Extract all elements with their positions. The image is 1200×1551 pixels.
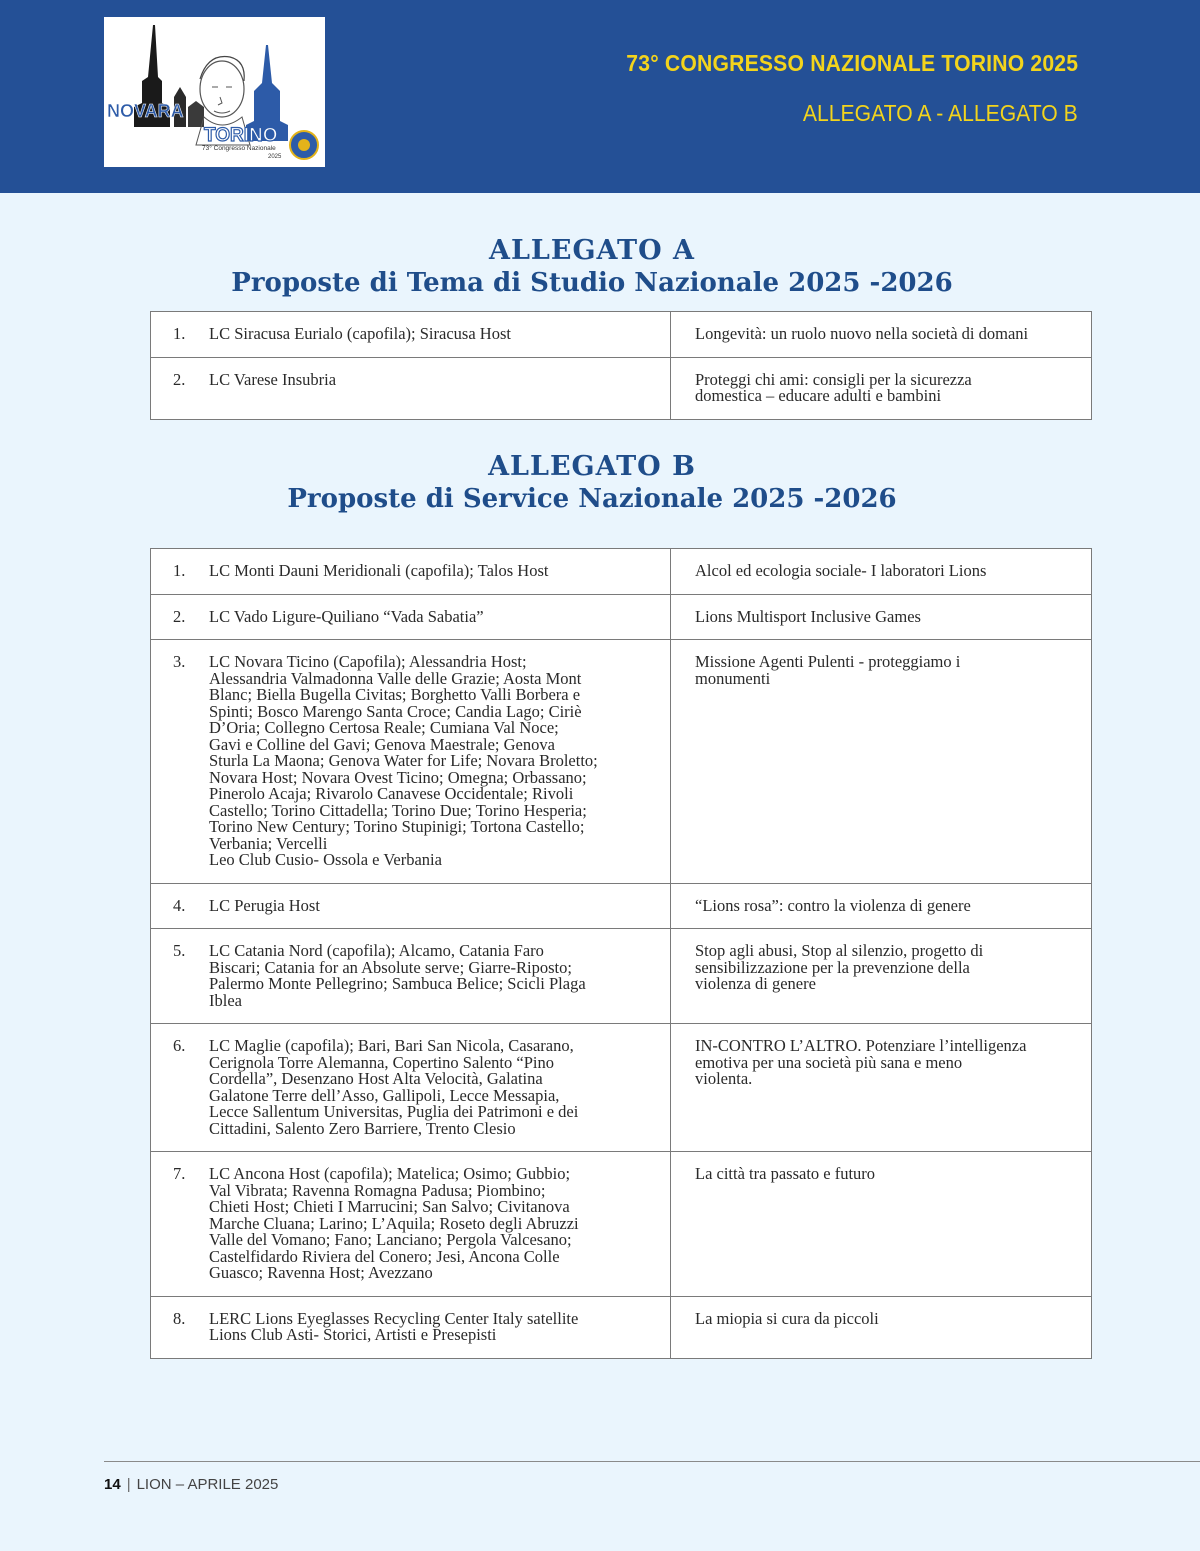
clubs-line: Castelfidardo Riviera del Conero; Jesi, Ancona Colle	[209, 1246, 560, 1266]
section-b-heading	[0, 450, 1184, 516]
row-clubs-cell	[151, 929, 671, 1024]
clubs-line: LC Novara Ticino (Capofila); Alessandria Host;	[209, 652, 527, 671]
logo-left-text: NOVARA	[107, 101, 184, 121]
clubs-line: Cittadini, Salento Zero Barriere, Trento Clesio	[209, 1118, 516, 1138]
congress-logo-graphic	[104, 17, 325, 167]
row-proposal-cell	[671, 594, 1092, 640]
clubs-line: LC Monti Dauni Meridionali (capofila); Talos Host	[209, 561, 549, 580]
clubs-line: LC Vado Ligure-Quiliano “Vada Sabatia”	[209, 606, 484, 626]
table-row	[151, 640, 1092, 884]
clubs-line: Blanc; Biella Bugella Civitas; Borghetto Valli Borbera e	[209, 685, 581, 704]
clubs-line: Valle del Vomano; Fano; Lanciano; Pergola Valcesano;	[209, 1230, 572, 1249]
proposal-line: monumenti	[695, 668, 771, 688]
row-proposal-cell	[671, 929, 1092, 1024]
row-clubs-cell	[151, 312, 671, 358]
proposal-line: Lions Multisport Inclusive Games	[695, 606, 921, 626]
proposal-line: La città tra passato e futuro	[695, 1164, 876, 1183]
row-proposal-cell	[671, 357, 1092, 419]
clubs-line: Novara Host; Novara Ovest Ticino; Omegna; Orbassano;	[209, 767, 587, 787]
clubs-line: Alessandria Valmadonna Valle delle Grazie; Aosta Mont	[209, 668, 582, 688]
page-number: 14	[104, 1476, 121, 1493]
row-clubs-text	[209, 1038, 611, 1137]
table-allegato-a	[150, 311, 1092, 420]
row-clubs-cell	[151, 1152, 671, 1297]
table-row	[151, 594, 1092, 640]
row-proposal-cell	[671, 1152, 1092, 1297]
proposal-line: Stop agli abusi, Stop al silenzio, progetto di	[695, 941, 984, 960]
table-row	[151, 312, 1092, 358]
proposal-line: violenza di genere	[695, 974, 816, 993]
table-row	[151, 883, 1092, 929]
proposal-line: emotiva per una società più sana e meno	[695, 1052, 963, 1072]
row-clubs-cell	[151, 357, 671, 419]
proposal-line: Proteggi chi ami: consigli per la sicurezza	[695, 369, 972, 389]
row-clubs-cell	[151, 549, 671, 595]
row-number: 7.	[173, 1164, 186, 1183]
clubs-line: LC Siracusa Eurialo (capofila); Siracusa Host	[209, 324, 511, 343]
table-row	[151, 1152, 1092, 1297]
header-title: 73° CONGRESSO NAZIONALE TORINO 2025	[626, 50, 1078, 76]
row-proposal-cell	[671, 1296, 1092, 1358]
clubs-line: Spinti; Bosco Marengo Santa Croce; Candia Lago; Ciriè	[209, 701, 582, 721]
section-a-subtitle: Proposte di Tema di Studio Nazionale 2025 -2026	[231, 268, 953, 298]
section-b-subtitle: Proposte di Service Nazionale 2025 -2026	[287, 484, 897, 514]
clubs-line: Gavi e Colline del Gavi; Genova Maestrale; Genova	[209, 734, 555, 754]
footer-divider	[104, 1461, 1200, 1462]
page-header	[0, 0, 1200, 193]
table-row	[151, 357, 1092, 419]
row-clubs-cell	[151, 594, 671, 640]
table-row	[151, 1296, 1092, 1358]
clubs-line: Pinerolo Acaja; Rivarolo Canavese Occidentale; Rivoli	[209, 784, 574, 803]
header-subtitle: ALLEGATO A - ALLEGATO B	[803, 100, 1078, 126]
proposal-line: “Lions rosa”: contro la violenza di genere	[695, 895, 971, 915]
clubs-line: Iblea	[209, 990, 242, 1010]
clubs-line: LC Catania Nord (capofila); Alcamo, Catania Faro	[209, 941, 544, 960]
section-a-heading	[0, 234, 1184, 300]
row-number: 5.	[173, 941, 186, 960]
row-proposal-cell	[671, 549, 1092, 595]
clubs-line: Castello; Torino Cittadella; Torino Due; Torino Hesperia;	[209, 800, 587, 820]
clubs-line: Val Vibrata; Ravenna Romagna Padusa; Piombino;	[209, 1180, 546, 1200]
clubs-line: Galatone Terre dell’Asso, Gallipoli, Lecce Messapia,	[209, 1085, 560, 1105]
row-proposal-cell	[671, 640, 1092, 884]
row-proposal-cell	[671, 883, 1092, 929]
row-clubs-text	[209, 654, 611, 869]
row-clubs-text	[209, 895, 611, 915]
row-number: 2.	[173, 606, 186, 626]
clubs-line: LC Perugia Host	[209, 895, 320, 915]
clubs-line: Guasco; Ravenna Host; Avezzano	[209, 1263, 433, 1282]
row-number: 2.	[173, 369, 186, 389]
table-row	[151, 1024, 1092, 1152]
proposal-line: violenta.	[695, 1069, 753, 1088]
row-clubs-cell	[151, 1024, 671, 1152]
clubs-line: LC Ancona Host (capofila); Matelica; Osimo; Gubbio;	[209, 1164, 571, 1183]
row-clubs-text	[209, 1308, 611, 1344]
row-proposal-cell	[671, 1024, 1092, 1152]
page-footer	[104, 1476, 278, 1493]
row-clubs-cell	[151, 883, 671, 929]
table-row	[151, 929, 1092, 1024]
clubs-line: Marche Cluana; Larino; L’Aquila; Roseto degli Abruzzi	[209, 1213, 579, 1233]
row-clubs-text	[209, 606, 611, 626]
proposal-line: domestica – educare adulti e bambini	[695, 386, 942, 405]
proposal-line: Longevità: un ruolo nuovo nella società di domani	[695, 324, 1029, 343]
proposal-line: IN-CONTRO L’ALTRO. Potenziare l’intelligenza	[695, 1036, 1027, 1055]
clubs-line: D’Oria; Collegno Certosa Reale; Cumiana Val Noce;	[209, 718, 559, 737]
logo-year: 2025	[268, 154, 282, 160]
proposal-line: La miopia si cura da piccoli	[695, 1308, 879, 1328]
clubs-line: LERC Lions Eyeglasses Recycling Center Italy satellite	[209, 1308, 579, 1328]
proposal-line: Missione Agenti Pulenti - proteggiamo i	[695, 652, 961, 671]
clubs-line: Leo Club Cusio- Ossola e Verbania	[209, 850, 442, 869]
table-row	[151, 549, 1092, 595]
row-number: 1.	[173, 561, 186, 580]
footer-separator: |	[126, 1476, 131, 1493]
row-number: 1.	[173, 324, 186, 343]
row-number: 3.	[173, 652, 186, 671]
clubs-line: LC Varese Insubria	[209, 369, 337, 389]
row-clubs-text	[209, 326, 611, 343]
section-b-title: ALLEGATO B	[488, 451, 696, 482]
clubs-line: Torino New Century; Torino Stupinigi; Tortona Castello;	[209, 817, 585, 836]
congress-logo	[104, 17, 325, 167]
row-clubs-text	[209, 943, 611, 1009]
clubs-line: Biscari; Catania for an Absolute serve; Giarre-Riposto;	[209, 957, 572, 977]
clubs-line: Cerignola Torre Alemanna, Copertino Salento “Pino	[209, 1052, 554, 1072]
footer-publication: LION – APRILE 2025	[136, 1476, 279, 1493]
row-proposal-cell	[671, 312, 1092, 358]
proposal-line: Alcol ed ecologia sociale- I laboratori Lions	[695, 561, 987, 580]
row-number: 8.	[173, 1308, 186, 1328]
clubs-line: Chieti Host; Chieti I Marrucini; San Salvo; Civitanova	[209, 1197, 570, 1216]
logo-caption: 73° Congresso Nazionale	[202, 145, 276, 152]
row-clubs-text	[209, 1166, 611, 1282]
row-clubs-cell	[151, 1296, 671, 1358]
row-clubs-text	[209, 369, 611, 389]
clubs-line: Cordella”, Desenzano Host Alta Velocità, Galatina	[209, 1069, 543, 1088]
clubs-line: Verbania; Vercelli	[209, 833, 328, 853]
table-allegato-b	[150, 548, 1092, 1359]
proposal-line: sensibilizzazione per la prevenzione della	[695, 957, 970, 977]
clubs-line: LC Maglie (capofila); Bari, Bari San Nicola, Casarano,	[209, 1036, 574, 1055]
row-clubs-text	[209, 563, 611, 580]
logo-right-text: TORINO	[204, 125, 278, 146]
row-number: 4.	[173, 895, 186, 915]
row-number: 6.	[173, 1036, 186, 1055]
row-clubs-cell	[151, 640, 671, 884]
clubs-line: Palermo Monte Pellegrino; Sambuca Belice; Scicli Plaga	[209, 974, 586, 993]
section-a-title: ALLEGATO A	[489, 235, 695, 266]
clubs-line: Sturla La Maona; Genova Water for Life; Novara Broletto;	[209, 751, 598, 770]
clubs-line: Lions Club Asti- Storici, Artisti e Presepisti	[209, 1325, 497, 1344]
clubs-line: Lecce Sallentum Universitas, Puglia dei Patrimoni e dei	[209, 1102, 579, 1121]
